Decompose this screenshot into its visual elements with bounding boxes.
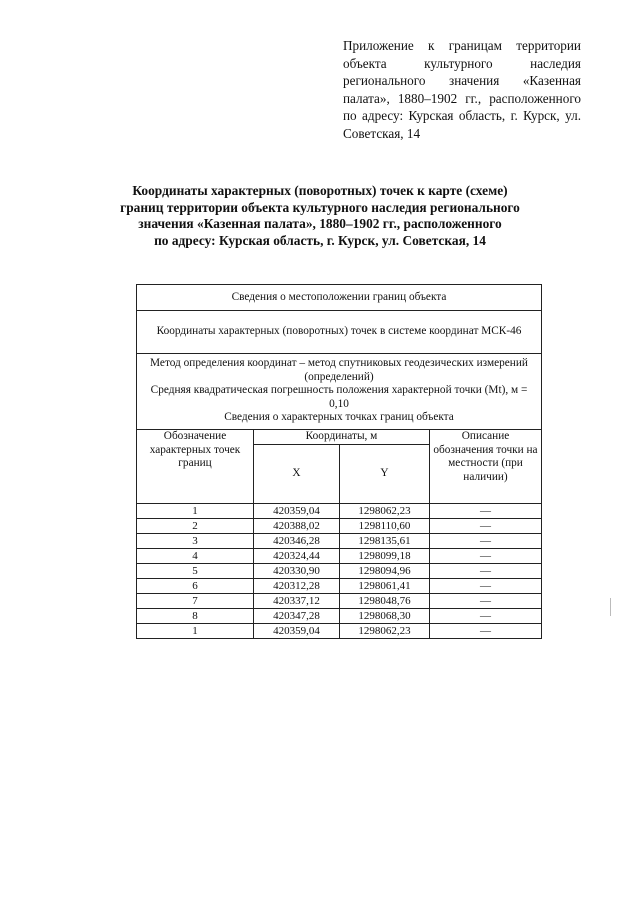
- method-text: Метод определения координат – метод спутниковых геодезических измерений (определений): [150, 357, 528, 383]
- heading-line-3: значения «Казенная палата», 1880–1902 гг., расположенного: [138, 216, 502, 232]
- heading-line-1: Координаты характерных (поворотных) точек к карте (схеме): [132, 183, 508, 198]
- description-cell: —: [430, 534, 542, 549]
- point-number-cell: 5: [137, 564, 254, 579]
- table-row: [137, 594, 542, 609]
- col-x-header: X: [254, 445, 340, 504]
- description-cell: —: [430, 504, 542, 519]
- table-row: [137, 624, 542, 639]
- y-coordinate-cell: 1298062,23: [340, 624, 430, 639]
- description-cell: —: [430, 519, 542, 534]
- point-number-cell: 3: [137, 534, 254, 549]
- table-row: [137, 564, 542, 579]
- col-coords-header: Координаты, м: [254, 430, 430, 445]
- y-coordinate-cell: 1298099,18: [340, 549, 430, 564]
- point-number-cell: 1: [137, 504, 254, 519]
- table-row: [137, 549, 542, 564]
- table-column-header-row: [137, 430, 542, 445]
- accuracy-text: Средняя квадратическая погрешность положения характерной точки (Mt), м = 0,10: [150, 384, 528, 410]
- x-coordinate-cell: 420346,28: [254, 534, 340, 549]
- col-designation-header: Обозначение характерных точек границ: [137, 430, 254, 504]
- description-cell: —: [430, 549, 542, 564]
- x-coordinate-cell: 420312,28: [254, 579, 340, 594]
- y-coordinate-cell: 1298068,30: [340, 609, 430, 624]
- table-row: [137, 504, 542, 519]
- table-row: [137, 519, 542, 534]
- table-row: [137, 579, 542, 594]
- x-coordinate-cell: 420388,02: [254, 519, 340, 534]
- info-header-cell: Сведения о местоположении границ объекта: [137, 285, 542, 311]
- x-coordinate-cell: 420324,44: [254, 549, 340, 564]
- description-cell: —: [430, 579, 542, 594]
- heading-line-4: по адресу: Курская область, г. Курск, ул. Советская, 14: [154, 232, 486, 248]
- x-coordinate-cell: 420359,04: [254, 624, 340, 639]
- description-cell: —: [430, 624, 542, 639]
- y-coordinate-cell: 1298110,60: [340, 519, 430, 534]
- annex-note: Приложение к границам территории объекта культурного наследия регионального значения «Казенная палата», 1880–1902 гг., расположенного по адресу: Курская область, г. Курск, ул. Советская, 14: [343, 38, 581, 141]
- x-coordinate-cell: 420347,28: [254, 609, 340, 624]
- x-coordinate-cell: 420359,04: [254, 504, 340, 519]
- col-description-header: Описание обозначения точки на местности (при наличии): [430, 430, 542, 504]
- description-cell: —: [430, 594, 542, 609]
- y-coordinate-cell: 1298094,96: [340, 564, 430, 579]
- description-cell: —: [430, 609, 542, 624]
- point-number-cell: 1: [137, 624, 254, 639]
- y-coordinate-cell: 1298062,23: [340, 504, 430, 519]
- document-heading: [100, 183, 540, 249]
- y-coordinate-cell: 1298048,76: [340, 594, 430, 609]
- coord-system-cell: Координаты характерных (поворотных) точек в системе координат МСК-46: [137, 311, 542, 354]
- point-number-cell: 7: [137, 594, 254, 609]
- y-coordinate-cell: 1298061,41: [340, 579, 430, 594]
- point-number-cell: 2: [137, 519, 254, 534]
- point-number-cell: 6: [137, 579, 254, 594]
- x-coordinate-cell: 420337,12: [254, 594, 340, 609]
- y-coordinate-cell: 1298135,61: [340, 534, 430, 549]
- scan-margin-mark: [610, 598, 611, 616]
- table-row: [137, 609, 542, 624]
- col-y-header: Y: [340, 445, 430, 504]
- x-coordinate-cell: 420330,90: [254, 564, 340, 579]
- table-row: [137, 534, 542, 549]
- table-info-header-row: [137, 285, 542, 311]
- table-coord-system-row: [137, 311, 542, 354]
- point-number-cell: 4: [137, 549, 254, 564]
- table-method-row: [137, 354, 542, 430]
- heading-line-2: границ территории объекта культурного наследия регионального: [120, 199, 520, 215]
- point-number-cell: 8: [137, 609, 254, 624]
- method-cell: [137, 354, 542, 430]
- description-cell: —: [430, 564, 542, 579]
- coordinates-table: [136, 284, 542, 639]
- points-header-text: Сведения о характерных точках границ объекта: [224, 411, 454, 424]
